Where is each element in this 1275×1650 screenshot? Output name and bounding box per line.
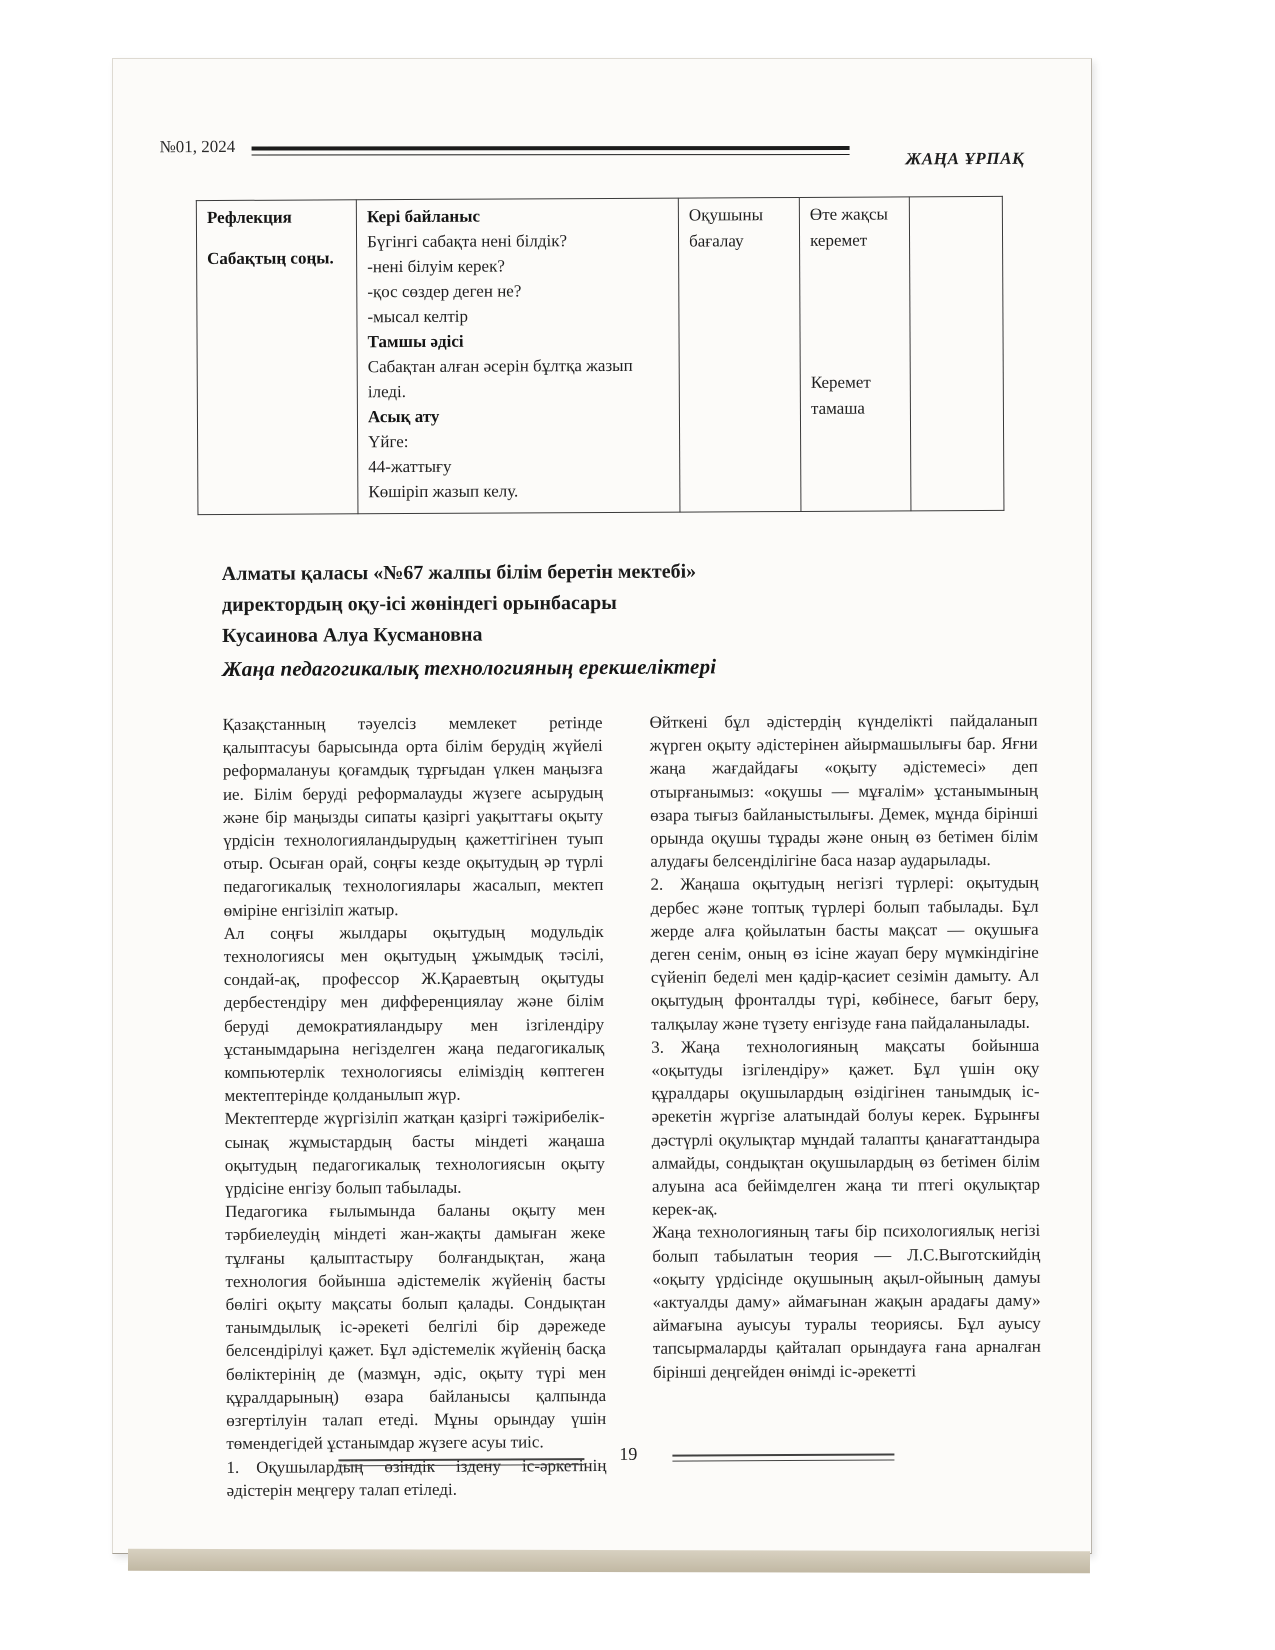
activities-cell: [356, 198, 680, 514]
paragraph: Өйткені бұл әдістердің күнделікті пайдаланып жүрген оқыту әдістерінен айырмашылығы бар. Яғни жаңа жағдайдағы «оқыту әдістемесі» деп отырғанымыз: «оқушы — мұғалім» ұстанымының өзара тығыз байланыстылығы. Демек, мұнда бірінші орында оқушы тұрады және оның өз бетімен білім алудағы белсенділігіне баса назар аударылады.: [649, 710, 1039, 871]
feedback-heading: Кері байланыс: [366, 206, 481, 227]
game-heading: Асық ату: [367, 406, 440, 427]
homework-line: Көшіріп жазып келу.: [368, 481, 519, 502]
page-number: 19: [619, 1443, 638, 1464]
paragraph: 3. Жаңа технологияның мақсаты бойынша «оқытуды ізгілендіру» қажет. Бұл үшін оқу құралдары оқушылардың өзідігінен танымдық іс-әрекетін жүргізе алатындай болуы керек. Бұрынғы дәстүрлі оқулықтар мұндай талапты қанағаттандыра алмайды, сондықтан оқушылардың өз бетімен білім алуына аса бейімделген жаңа ти птегі оқулықтар керек-ақ.: [651, 1035, 1041, 1220]
article-body: [223, 708, 1153, 1502]
lesson-plan-table: [196, 196, 1005, 515]
masthead-rule: [252, 146, 850, 156]
assessment-text: Оқушыны бағалау: [688, 205, 764, 251]
feedback-line: -нені білуім керек?: [367, 256, 505, 277]
praise-top: Өте жақсы керемет: [809, 204, 888, 250]
assessment-cell: [678, 197, 801, 512]
paragraph: Қазақстанның тәуелсіз мемлекет ретінде қалыптасуы барысында орта білім берудің жүйелі реформалануы қоғамдық тұрғыдан үлкен маңызға ие. Білім беруді реформалауды жүзеге асырудың және бір маңызды сипаты қазіргі уақыттағы оқыту үрдісін технологияландырудың қажеттігінен туып отыр. Осыған орай, соңғы кезде оқытудың әр түрлі педагогикалық технологиялары жасалып, мектеп өміріне енгізіліп жатыр.: [222, 712, 604, 920]
paragraph: 2. Жаңаша оқытудың негізгі түрлері: оқытудың дербес және топтық түрлері болып табылады. Бұл жерде алға қойылатын басты мақсат — оқушыға деген сенім, оның өз ісіне жауап беру мүмкіндігіне сүйеніп беделі мен қадір-қасиет сезімін дамыту. Ал оқытудың фронталды түрі, көбінесе, бағыт беру, талқылау және түзету енгізуде ғана пайдаланылады.: [650, 873, 1040, 1034]
stage-line: Сабақтың соңы.: [207, 248, 334, 269]
feedback-line: Бүгінгі сабақта нені білдік?: [366, 231, 568, 252]
praise-cell: [799, 197, 911, 512]
empty-cell: [909, 196, 1004, 510]
stage-line: Рефлекция: [206, 207, 292, 228]
article-title: Жаңа педагогикалық технологияның ерекшеліктері: [222, 654, 717, 681]
homework-line: 44-жаттығу: [368, 456, 452, 477]
footer-rule-left: [338, 1458, 584, 1466]
author-block: [222, 557, 697, 652]
paragraph: 1. Оқушылардың өзіндік іздену іс-әркетінің әдістерін меңгеру талап етіледі.: [226, 1455, 607, 1500]
feedback-line: -қос сөздер деген не?: [367, 281, 522, 302]
page-content: [109, 56, 1095, 1555]
paragraph: Педагогика ғылымында баланы оқыту мен тәрбиелеудің міндеті жан-жақты дамыған жеке тұлғаны қалыптастыру болғандықтан, жаңа технология бойынша әдістемелік жүйенің басты бөлігі оқыту мақсаты болып қалады. Сондықтан танымдылық іс-әрекеті белгілі бір дәрежеде белсендірілуі қажет. Бұл әдістемелік жүйенің басқа бөліктерінің де (мазмұн, әдіс, оқыту түрі мен құралдарының) өзара байланысы қалпында өзгертілуін талап етеді. Мұны орындау үшін төмендегідей ұстанымдар жүзеге асуы тиіс.: [225, 1200, 607, 1454]
method-text: Сабақтан алған әсерін бұлтқа жазып іледі.: [367, 355, 633, 402]
table-row: [196, 196, 1004, 514]
right-column: [650, 709, 1042, 1500]
footer-rule-right: [672, 1453, 894, 1461]
journal-title: ЖАҢА ҰРПАҚ: [905, 148, 1025, 169]
paragraph: Мектептерде жүргізіліп жатқан қазіргі тәжірибелік-сынақ жұмыстардың басты міндеті жаңаша оқытудың педагогикалық технологиясын оқыту үрдісіне енгізу болып табылады.: [224, 1107, 605, 1199]
byline-line: директордың оқу-ісі жөніндегі орынбасары: [221, 591, 617, 616]
page-stack-edge: [128, 1549, 1090, 1574]
praise-bottom: Керемет тамаша: [810, 372, 871, 418]
stage-cell: [196, 200, 358, 515]
byline-line: Алматы қаласы «№67 жалпы білім беретін мектебі»: [221, 560, 697, 585]
feedback-line: -мысал келтір: [367, 306, 469, 327]
issue-number: №01, 2024: [159, 136, 236, 157]
paragraph: Жаңа технологияның тағы бір психологиялық негізі болып табылатын теория — Л.С.Выготскийдің «оқыту үрдісінде оқушының ақыл-ойының дамуы «актуалды даму» аймағынан жақын арадағы даму» аймағына ауысуы туралы теориясы. Бұл ауысу тапсырмаларды қайталап орындауға ғана арналған бірінші деңгейден өнімді іс-әрекетті: [652, 1221, 1041, 1382]
byline-line: Кусаинова Алуа Кусмановна: [222, 623, 483, 647]
left-column: [223, 711, 607, 1502]
homework-line: Үйге:: [368, 432, 409, 452]
paragraph: Ал соңғы жылдары оқытудың модульдік технологиясы мен оқытудың ұжымдық тәсілі, сондай-ақ, профессор Ж.Қараевтың оқытуды дербестендіру мен дифференциялау және білім беруді демократияландыру мен ізгілендіру ұстанымдарына негізделген жаңа педагогикалық компьютерлік технологиясы еліміздің көптеген мектептерінде қолданылып жүр.: [223, 921, 605, 1106]
scanned-page: [112, 58, 1092, 1554]
method-heading: Тамшы әдісі: [367, 331, 464, 352]
